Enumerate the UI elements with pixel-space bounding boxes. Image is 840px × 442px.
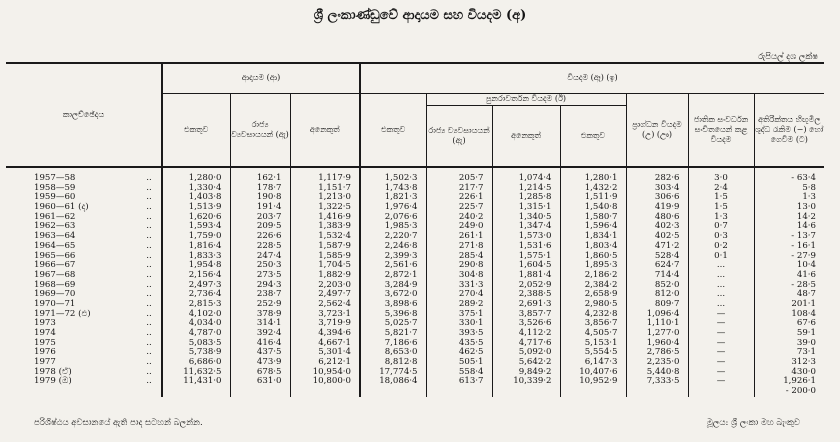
- cell-rev_state: 162·1: [256, 173, 282, 183]
- cell-rec_total: 6,147·3: [584, 357, 618, 368]
- cell-dots: ..: [146, 182, 152, 193]
- cell-rec_state: 240·2: [458, 211, 484, 222]
- cell-surplus: 39·0: [796, 337, 816, 348]
- cell-surplus: - 16·1: [791, 240, 816, 251]
- cell-exp_total: 8,653·0: [384, 347, 418, 358]
- cell-exp_total: 5,821·7: [384, 328, 418, 338]
- cell-rev_other: 1,585·9: [318, 250, 351, 261]
- cell-rev_state: 226·6: [256, 231, 282, 242]
- cell-dots: ..: [146, 240, 152, 251]
- cell-surplus: 5·8: [802, 182, 816, 193]
- surplus-column: [754, 167, 824, 397]
- header-recurrent-group: පුනරාවර්තන වියදම (ඊ): [426, 93, 626, 105]
- cell-surplus: 41·6: [796, 269, 816, 280]
- cell-dots: ..: [146, 260, 152, 271]
- cell-national: —: [716, 366, 726, 377]
- cell-dots: ..: [146, 328, 152, 338]
- cell-national: 0·1: [714, 250, 728, 261]
- cell-rec_state: 435·5: [458, 337, 484, 348]
- cell-dots: ..: [146, 173, 152, 183]
- cell-rec_state: 330·1: [458, 318, 484, 329]
- cell-rec_state: 613·7: [458, 376, 484, 387]
- cell-exp_total: 1,743·8: [384, 182, 418, 193]
- cell-surplus: 13·0: [796, 202, 816, 213]
- cell-rev_total: 11,632·5: [183, 366, 222, 377]
- cell-rev_other: 1,117·9: [318, 173, 351, 183]
- cell-rev_total: 4,787·0: [188, 328, 222, 338]
- cell-period: 1965—66: [34, 250, 76, 261]
- cell-national: ...: [716, 289, 726, 300]
- cell-rec_state: 261·1: [458, 231, 484, 242]
- recurrent-total-column: [560, 167, 626, 397]
- cell-rec_state: 331·3: [458, 279, 484, 290]
- cell-rev_state: 392·4: [256, 328, 282, 338]
- cell-rec_other: 1,074·4: [518, 173, 552, 183]
- cell-rec_other: 1,347·4: [518, 221, 552, 232]
- cell-surplus: 312·3: [791, 357, 816, 368]
- cell-rec_other: 1,531·6: [518, 240, 552, 251]
- cell-rev_other: 4,394·6: [318, 328, 351, 338]
- cell-rec_state: 285·4: [458, 250, 484, 261]
- cell-capital: 528·4: [654, 250, 680, 261]
- cell-rev_state: 437·5: [256, 347, 282, 358]
- dot-leader-column: [141, 174, 157, 387]
- cell-rev_state: 203·7: [256, 211, 282, 222]
- cell-rev_state: 252·9: [256, 298, 282, 309]
- cell-rev_state: 250·3: [256, 260, 282, 271]
- cell-rec_state: 558·4: [458, 366, 484, 377]
- cell-rec_other: 1,315·1: [518, 202, 552, 213]
- cell-dots: ..: [146, 221, 152, 232]
- cell-period: 1976: [34, 347, 56, 358]
- cell-exp_total: 7,186·6: [384, 337, 418, 348]
- cell-capital: 419·9: [654, 202, 680, 213]
- revenue-other-column: [290, 167, 360, 397]
- cell-exp_total: 1,821·3: [384, 192, 418, 203]
- cell-capital: 852·0: [654, 279, 680, 290]
- cell-period: 1968—69: [34, 279, 76, 290]
- cell-capital: 1,960·4: [646, 337, 680, 348]
- cell-rec_total: 1,540·8: [584, 202, 618, 213]
- cell-national: ...: [716, 269, 726, 280]
- cell-rev_total: 1,513·9: [188, 202, 222, 213]
- cell-dots: ..: [146, 250, 152, 261]
- cell-rev_other: 10,800·0: [312, 376, 351, 387]
- cell-rec_other: 5,642·2: [518, 357, 552, 368]
- cell-national: 0·7: [714, 221, 728, 232]
- cell-period: 1977: [34, 357, 56, 368]
- cell-rec_total: 1,834·1: [584, 231, 618, 242]
- cell-capital: 1,110·1: [646, 318, 680, 329]
- cell-period: 1971—72 (ඵ): [34, 308, 91, 319]
- cell-rec_other: 1,285·8: [518, 192, 552, 203]
- cell-rev_state: 190·8: [256, 192, 282, 203]
- cell-rev_total: 2,156·4: [188, 269, 222, 280]
- cell-capital: 471·2: [654, 240, 680, 251]
- cell-exp_total: 18,086·4: [379, 376, 418, 387]
- cell-capital: 2,786·5: [646, 347, 680, 358]
- cell-national: ...: [716, 260, 726, 271]
- cell-rev_total: 1,954·8: [188, 260, 222, 271]
- cell-rev_other: 6,212·1: [318, 357, 351, 368]
- cell-national: —: [716, 308, 726, 319]
- cell-capital: 480·6: [654, 211, 680, 222]
- cell-rec_state: 271·8: [458, 240, 484, 251]
- period-column: [6, 174, 161, 387]
- cell-rev_state: 378·9: [256, 308, 282, 319]
- cell-national: —: [716, 318, 726, 329]
- cell-rev_state: 178·7: [256, 182, 282, 193]
- cell-rev_total: 5,083·5: [188, 337, 222, 348]
- cell-rec_total: 1,895·3: [584, 260, 618, 271]
- cell-rev_other: 1,322·5: [318, 202, 351, 213]
- footnote: පරිශිෂ්ඨය අවසානයේ ඇති පාද සටහන් බලන්න.: [34, 418, 203, 428]
- cell-rev_total: 5,738·9: [188, 347, 222, 358]
- cell-period: 1979 (ඔ): [34, 376, 72, 387]
- cell-surplus: - 28·5: [791, 279, 816, 290]
- cell-rev_total: 4,034·0: [188, 318, 222, 329]
- cell-rev_other: 10,954·0: [312, 366, 351, 377]
- cell-dots: ..: [146, 202, 152, 213]
- cell-surplus: 14·6: [796, 221, 816, 232]
- cell-surplus: - 200·0: [785, 386, 816, 397]
- cell-rec_state: 505·1: [458, 357, 484, 368]
- cell-dots: ..: [146, 357, 152, 368]
- cell-rec_state: 217·7: [458, 182, 484, 193]
- header-recurrent-state: රාජ්‍ය ව්‍යවසායයන් (ඇ): [426, 105, 492, 167]
- cell-surplus: 1·3: [802, 192, 816, 203]
- cell-national: —: [716, 347, 726, 358]
- cell-surplus: 73·1: [796, 347, 816, 358]
- cell-rec_other: 1,340·5: [518, 211, 552, 222]
- cell-rec_total: 3,856·7: [584, 318, 618, 329]
- cell-rev_total: 1,280·0: [188, 173, 222, 183]
- cell-rev_total: 1,816·4: [188, 240, 222, 251]
- cell-dots: ..: [146, 231, 152, 242]
- cell-dots: ..: [146, 366, 152, 377]
- cell-surplus: 430·0: [791, 366, 816, 377]
- cell-rev_state: 294·3: [256, 279, 282, 290]
- cell-rev_other: 2,562·4: [318, 298, 351, 309]
- cell-surplus: 10·4: [796, 260, 816, 271]
- cell-dots: ..: [146, 337, 152, 348]
- cell-rev_other: 1,213·0: [318, 192, 351, 203]
- cell-exp_total: 2,399·3: [384, 250, 418, 261]
- cell-rec_total: 5,554·5: [584, 347, 618, 358]
- cell-exp_total: 2,220·7: [384, 231, 418, 242]
- cell-exp_total: 1,502·3: [384, 173, 418, 183]
- cell-exp_total: 2,246·8: [384, 240, 418, 251]
- cell-surplus: 1,926·1: [783, 376, 816, 387]
- cell-period: 1967—68: [34, 269, 76, 280]
- cell-rev_other: 3,719·9: [318, 318, 351, 329]
- revenue-state-column: [230, 167, 290, 397]
- revenue-expenditure-table: [6, 62, 824, 397]
- cell-rev_total: 1,403·8: [188, 192, 222, 203]
- cell-dots: ..: [146, 289, 152, 300]
- cell-exp_total: 1,976·4: [384, 202, 418, 213]
- cell-rev_other: 1,587·9: [318, 240, 351, 251]
- cell-rev_total: 1,330·4: [188, 182, 222, 193]
- cell-period: 1960—61 (ද): [34, 202, 89, 213]
- cell-exp_total: 2,872·1: [384, 269, 418, 280]
- cell-rev_other: 1,416·9: [318, 211, 351, 222]
- cell-dots: ..: [146, 298, 152, 309]
- cell-national: 1·3: [714, 211, 728, 222]
- cell-rec_state: 462·5: [458, 347, 484, 358]
- cell-dots: ..: [146, 308, 152, 319]
- cell-capital: 402·3: [654, 221, 680, 232]
- cell-capital: 1,277·0: [646, 328, 680, 338]
- header-revenue-total: එකතුව: [162, 93, 230, 167]
- cell-national: —: [716, 376, 726, 387]
- header-revenue-state: රාජ්‍ය ව්‍යවසායයන් (ඇ): [230, 93, 290, 167]
- cell-rec_other: 1,575·1: [518, 250, 552, 261]
- header-revenue-other: අනෙකුත්: [290, 93, 360, 167]
- cell-rev_other: 1,151·7: [318, 182, 351, 193]
- cell-capital: 282·6: [654, 173, 680, 183]
- cell-rec_other: 4,112·2: [518, 328, 552, 338]
- cell-rec_other: 9,849·2: [518, 366, 552, 377]
- recurrent-other-column: [492, 167, 560, 397]
- cell-period: 1966—67: [34, 260, 76, 271]
- cell-rec_total: 1,596·4: [584, 221, 618, 232]
- cell-period: 1970—71: [34, 298, 76, 309]
- cell-period: 1975: [34, 337, 56, 348]
- cell-rec_state: 249·0: [458, 221, 484, 232]
- cell-rev_total: 4,102·0: [188, 308, 222, 319]
- cell-national: ...: [716, 279, 726, 290]
- national-dev-column: [688, 167, 754, 397]
- cell-rec_total: 1,432·2: [584, 182, 618, 193]
- cell-rec_other: 1,604·5: [518, 260, 552, 271]
- cell-period: 1974: [34, 328, 56, 338]
- cell-rec_total: 1,280·1: [584, 173, 618, 183]
- cell-period: 1957—58: [34, 173, 76, 183]
- cell-surplus: - 63·4: [791, 173, 816, 183]
- cell-rec_other: 10,339·2: [513, 376, 552, 387]
- cell-exp_total: 3,898·6: [384, 298, 418, 309]
- cell-rec_state: 226·1: [458, 192, 484, 203]
- cell-rev_state: 247·4: [256, 250, 282, 261]
- cell-capital: 306·6: [654, 192, 680, 203]
- cell-dots: ..: [146, 279, 152, 290]
- cell-rec_state: 270·4: [458, 289, 484, 300]
- cell-capital: 809·7: [654, 298, 680, 309]
- cell-capital: 303·4: [654, 182, 680, 193]
- cell-rec_total: 1,511·9: [584, 192, 618, 203]
- cell-national: 1·5: [714, 202, 728, 213]
- cell-rec_total: 4,232·8: [584, 308, 618, 319]
- cell-rec_other: 4,717·6: [518, 337, 552, 348]
- cell-rev_state: 238·7: [256, 289, 282, 300]
- cell-rec_other: 3,526·6: [518, 318, 552, 329]
- cell-rev_total: 2,815·3: [188, 298, 222, 309]
- cell-surplus: - 27·9: [791, 250, 816, 261]
- cell-rec_other: 5,092·0: [518, 347, 552, 358]
- cell-rec_total: 5,153·1: [584, 337, 618, 348]
- header-recurrent-other: අනෙකුත්: [492, 105, 560, 167]
- cell-national: 2·4: [714, 182, 728, 193]
- cell-exp_total: 2,076·6: [384, 211, 418, 222]
- header-capital: ප්‍රාග්ධන වියදම (උ) (ඌ): [626, 93, 688, 167]
- cell-surplus: 59·1: [796, 328, 816, 338]
- cell-national: —: [716, 357, 726, 368]
- cell-rec_other: 2,052·9: [518, 279, 552, 290]
- cell-rev_other: 1,383·9: [318, 221, 351, 232]
- cell-dots: ..: [146, 318, 152, 329]
- cell-national: 3·0: [714, 173, 728, 183]
- cell-surplus: 201·1: [791, 298, 816, 309]
- cell-rev_state: 209·5: [256, 221, 282, 232]
- cell-capital: 402·5: [654, 231, 680, 242]
- cell-rec_state: 304·8: [458, 269, 484, 280]
- cell-exp_total: 3,284·9: [384, 279, 418, 290]
- cell-dots: ..: [146, 211, 152, 222]
- cell-capital: 714·4: [654, 269, 680, 280]
- cell-rev_other: 4,667·1: [318, 337, 351, 348]
- header-national-dev: ජාතික සංවර්ධන සංචිතයෙන් කළ වියදම: [688, 93, 754, 167]
- cell-rec_other: 1,214·5: [518, 182, 552, 193]
- cell-rec_other: 1,573·0: [518, 231, 552, 242]
- header-recurrent-total: එකතුව: [560, 105, 626, 167]
- cell-rev_state: 473·9: [256, 357, 282, 368]
- cell-surplus: - 13·7: [791, 231, 816, 242]
- cell-rec_total: 1,580·7: [584, 211, 618, 222]
- cell-rev_state: 228·5: [256, 240, 282, 251]
- source-note: මූලය: ශ්‍රී ලංකා මහ බැංකුව: [706, 418, 800, 428]
- cell-period: 1961—62: [34, 211, 76, 222]
- capital-column: [626, 167, 688, 397]
- cell-period: 1958—59: [34, 182, 76, 193]
- cell-rev_state: 678·5: [256, 366, 282, 377]
- cell-capital: 1,096·4: [646, 308, 680, 319]
- cell-national: ...: [716, 298, 726, 309]
- cell-period: 1962—63: [34, 221, 76, 232]
- cell-national: 1·5: [714, 192, 728, 203]
- cell-rev_total: 6,686·0: [188, 357, 222, 368]
- cell-rec_other: 3,857·7: [518, 308, 552, 319]
- cell-capital: 2,235·0: [646, 357, 680, 368]
- cell-period: 1973: [34, 318, 56, 329]
- cell-rec_other: 2,691·3: [518, 298, 552, 309]
- units-label: රුපියල් දශ ලක්ෂ: [758, 52, 818, 62]
- cell-rev_other: 5,301·4: [318, 347, 351, 358]
- cell-surplus: 48·7: [796, 289, 816, 300]
- cell-rev_total: 11,431·0: [183, 376, 222, 387]
- cell-period: 1964—65: [34, 240, 76, 251]
- cell-rev_state: 416·4: [256, 337, 282, 348]
- cell-rev_other: 1,882·9: [318, 269, 351, 280]
- cell-rec_total: 10,407·6: [579, 366, 618, 377]
- cell-rev_total: 2,497·3: [188, 279, 222, 290]
- cell-national: 0·3: [714, 231, 728, 242]
- header-expenditure-group: වියදම (ඈ) (ඉ): [360, 63, 824, 93]
- cell-surplus: 14·2: [796, 211, 816, 222]
- cell-dots: ..: [146, 376, 152, 387]
- cell-rev_other: 1,704·5: [318, 260, 351, 271]
- cell-period: 1963—64: [34, 231, 76, 242]
- cell-rev_total: 1,593·4: [188, 221, 222, 232]
- cell-surplus: 67·6: [796, 318, 816, 329]
- cell-rec_total: 10,952·9: [579, 376, 618, 387]
- cell-capital: 7,333·5: [646, 376, 680, 387]
- cell-rev_total: 1,833·3: [188, 250, 222, 261]
- revenue-total-column: [162, 167, 230, 397]
- cell-exp_total: 1,985·3: [384, 221, 418, 232]
- header-surplus: අතිරික්තය හිඟුමිල ශුද්ධ රැකිම (−) හෝ ගෙවීම (ට): [754, 93, 824, 167]
- cell-rec_total: 2,658·9: [584, 289, 618, 300]
- cell-surplus: 108·4: [791, 308, 816, 319]
- cell-period: 1969—70: [34, 289, 76, 300]
- cell-rec_other: 1,881·4: [518, 269, 552, 280]
- cell-dots: ..: [146, 347, 152, 358]
- cell-rec_state: 205·7: [458, 173, 484, 183]
- cell-rev_other: 2,497·7: [318, 289, 351, 300]
- cell-exp_total: 5,396·8: [384, 308, 418, 319]
- cell-exp_total: 3,672·0: [384, 289, 418, 300]
- cell-dots: ..: [146, 192, 152, 203]
- cell-national: —: [716, 337, 726, 348]
- cell-rec_other: 2,388·5: [518, 289, 552, 300]
- cell-dots: ..: [146, 269, 152, 280]
- recurrent-state-column: [426, 167, 492, 397]
- cell-rev_total: 1,620·6: [188, 211, 222, 222]
- cell-capital: 5,440·8: [646, 366, 680, 377]
- header-period: කාලච්ඡේදය: [6, 63, 162, 167]
- expenditure-total-column: [360, 167, 426, 397]
- cell-capital: 624·7: [654, 260, 680, 271]
- cell-rev_total: 2,736·4: [188, 289, 222, 300]
- cell-exp_total: 17,774·5: [379, 366, 418, 377]
- page-title: ශ්‍රී ලංකාණ්ඩුවේ ආදායම සහ වියදම (අ): [313, 8, 527, 23]
- cell-rec_total: 1,803·4: [584, 240, 618, 251]
- cell-rev_state: 314·1: [256, 318, 282, 329]
- cell-rev_total: 1,759·0: [188, 231, 222, 242]
- cell-rec_state: 225·7: [458, 202, 484, 213]
- cell-rev_other: 2,203·0: [318, 279, 351, 290]
- cell-rev_state: 631·0: [256, 376, 282, 387]
- cell-national: 0·2: [714, 240, 728, 251]
- cell-rec_total: 2,186·2: [584, 269, 618, 280]
- cell-rec_state: 375·1: [458, 308, 484, 319]
- cell-rec_state: 393·5: [458, 328, 484, 338]
- cell-rec_total: 2,980·5: [584, 298, 618, 309]
- cell-national: —: [716, 328, 726, 338]
- cell-rec_state: 290·8: [458, 260, 484, 271]
- cell-rev_state: 273·5: [256, 269, 282, 280]
- cell-rev_state: 191·4: [256, 202, 282, 213]
- cell-capital: 812·0: [654, 289, 680, 300]
- cell-rec_total: 4,505·7: [584, 328, 618, 338]
- header-expenditure-total: එකතුව: [360, 93, 426, 167]
- cell-rec_state: 289·2: [458, 298, 484, 309]
- cell-exp_total: 8,812·8: [384, 357, 418, 368]
- cell-rev_other: 3,723·1: [318, 308, 351, 319]
- cell-exp_total: 5,025·7: [384, 318, 418, 329]
- cell-exp_total: 2,561·6: [384, 260, 418, 271]
- cell-period: 1959—60: [34, 192, 76, 203]
- cell-rec_total: 1,860·5: [584, 250, 618, 261]
- cell-period: 1978 (ඒ): [34, 366, 72, 377]
- cell-rec_total: 2,384·2: [584, 279, 618, 290]
- header-revenue-group: ආදායම (ආ): [162, 63, 360, 93]
- cell-rev_other: 1,532·4: [318, 231, 351, 242]
